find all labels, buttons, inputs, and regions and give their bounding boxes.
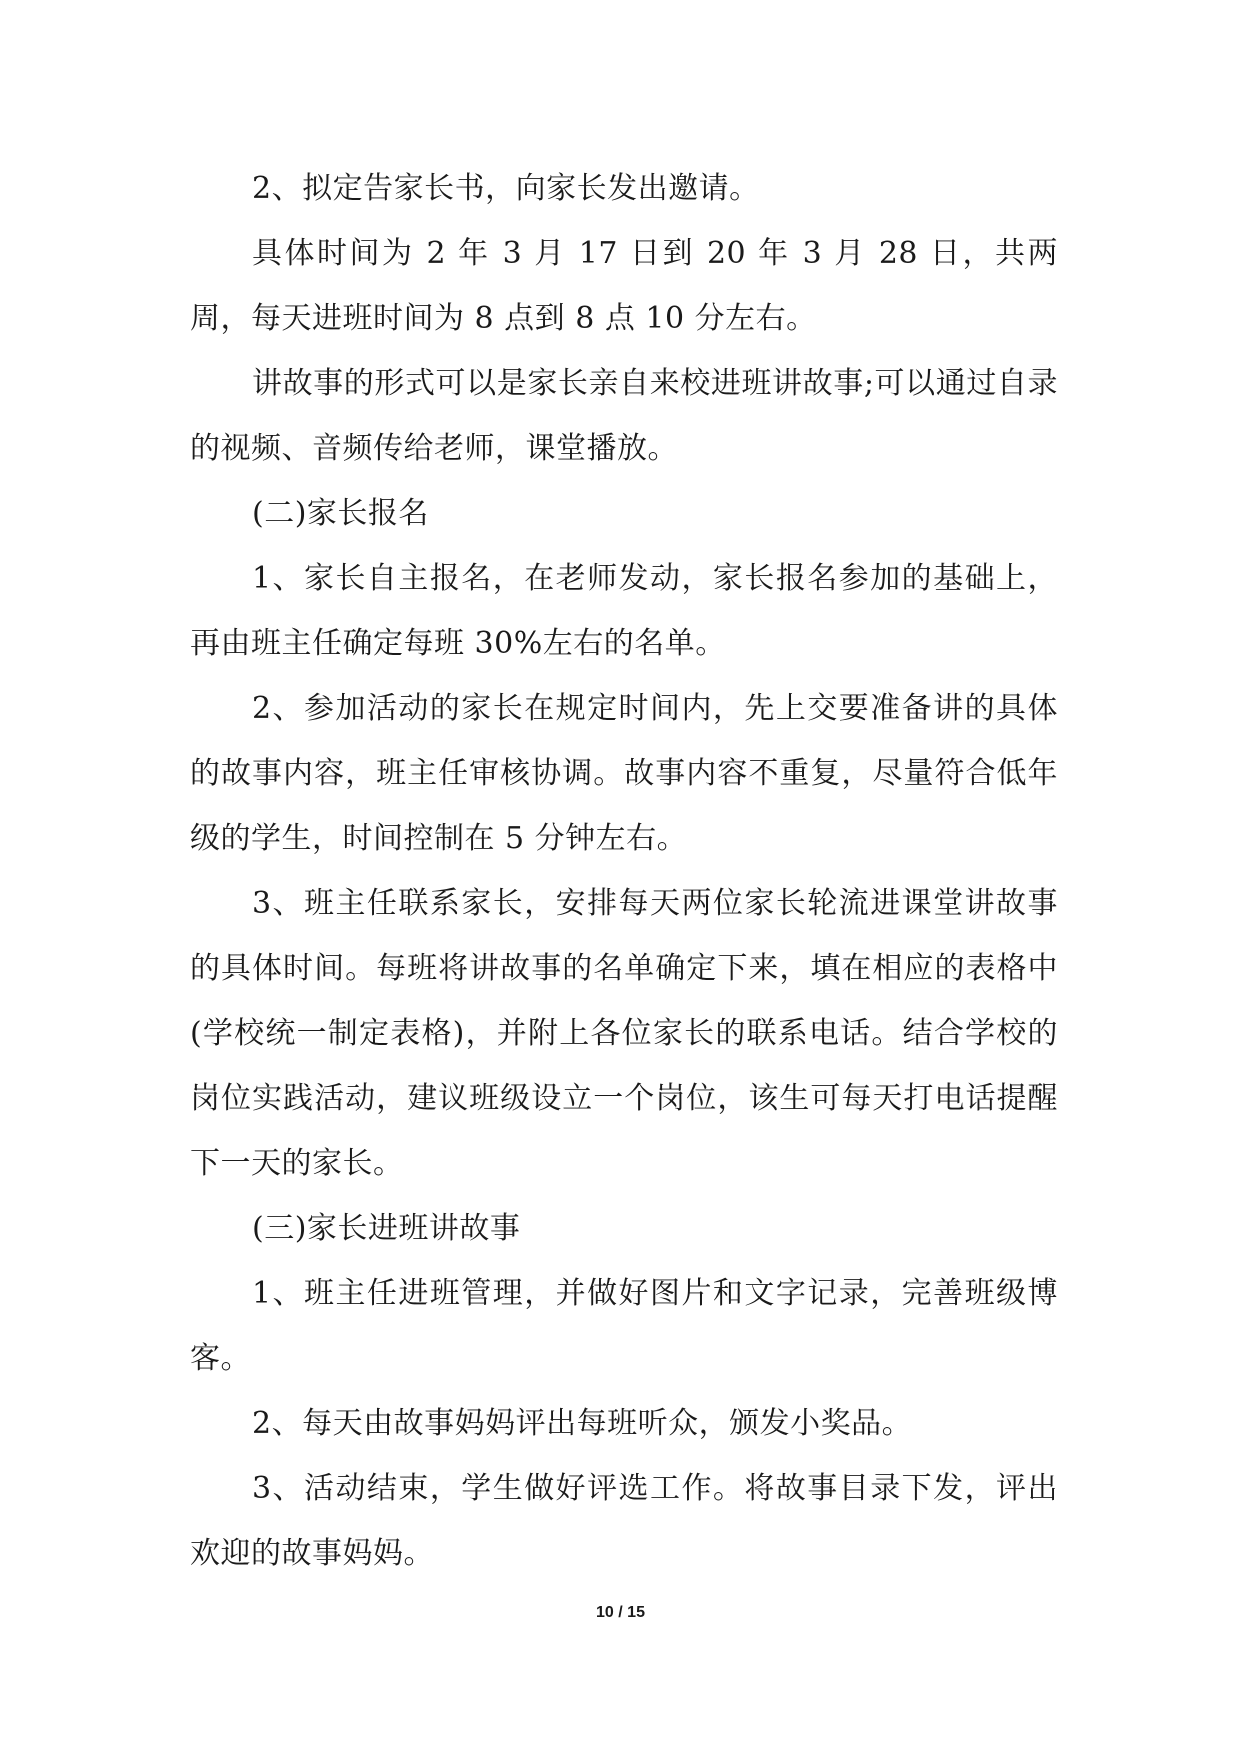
document-body <box>190 156 1058 1586</box>
paragraph-step-2-invitation: 2、拟定告家长书，向家长发出邀请。 <box>252 171 760 206</box>
paragraph-storytelling-step-1: 1、班主任进班管理，并做好图片和文字记录，完善班级博客。 <box>190 1276 1058 1376</box>
paragraph-signup-step-2: 2、参加活动的家长在规定时间内，先上交要准备讲的具体的故事内容，班主任审核协调。故事内容不重复，尽量符合低年级的学生，时间控制在 5 分钟左右。 <box>190 691 1058 856</box>
paragraph-signup-step-3: 3、班主任联系家长，安排每天两位家长轮流进课堂讲故事的具体时间。每班将讲故事的名单确定下来，填在相应的表格中(学校统一制定表格)，并附上各位家长的联系电话。结合学校的岗位实践活动，建议班级设立一个岗位，该生可每天打电话提醒下一天的家长。 <box>190 886 1058 1181</box>
paragraph-storytelling-step-2: 2、每天由故事妈妈评出每班听众，颁发小奖品。 <box>252 1406 913 1441</box>
paragraph-signup-step-1: 1、家长自主报名，在老师发动，家长报名参加的基础上，再由班主任确定每班 30%左右的名单。 <box>190 561 1058 661</box>
paragraph-story-format: 讲故事的形式可以是家长亲自来校进班讲故事;可以通过自录的视频、音频传给老师，课堂播放。 <box>190 366 1058 466</box>
paragraph-storytelling-step-3: 3、活动结束，学生做好评选工作。将故事目录下发，评出欢迎的故事妈妈。 <box>190 1471 1058 1571</box>
paragraph-schedule: 具体时间为 2 年 3 月 17 日到 20 年 3 月 28 日，共两周，每天进班时间为 8 点到 8 点 10 分左右。 <box>190 236 1058 336</box>
section-heading-parent-signup: (二)家长报名 <box>252 496 429 531</box>
page-number: 10 / 15 <box>596 1604 645 1621</box>
section-heading-storytelling: (三)家长进班讲故事 <box>252 1211 521 1246</box>
